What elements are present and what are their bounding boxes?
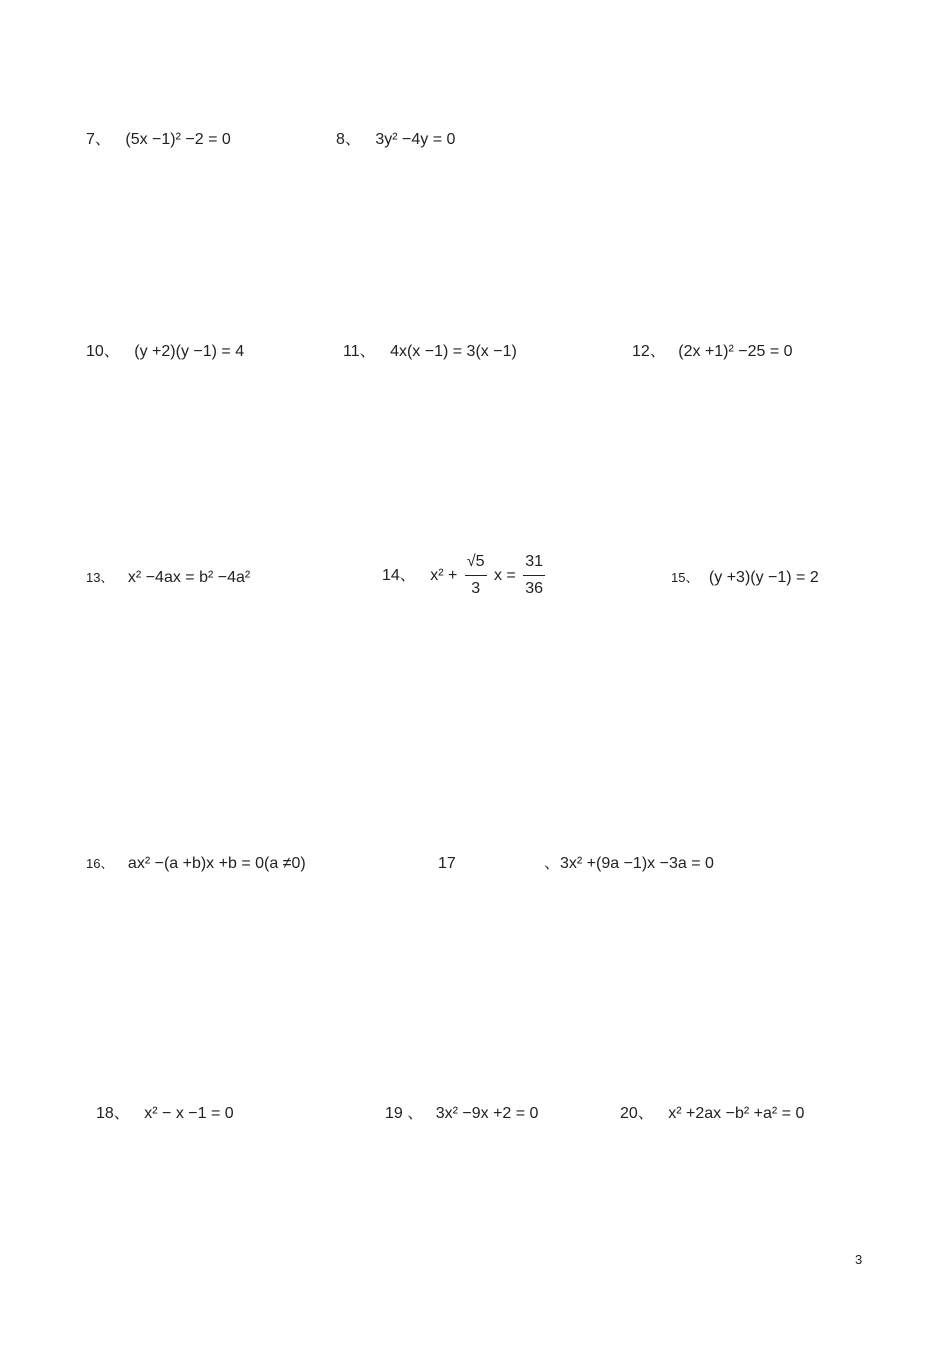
problem-number: 16、: [86, 856, 114, 871]
fraction-numerator: √5: [465, 552, 487, 576]
problem-17: [544, 854, 714, 874]
problem-number: 10、: [86, 343, 120, 360]
equation-part: x² +: [430, 566, 458, 584]
problem-10: [86, 342, 244, 362]
problem-number: 11、: [343, 343, 376, 360]
problem-12: [632, 342, 793, 362]
equation: x² − x −1 = 0: [144, 1105, 234, 1122]
equation: (y +2)(y −1) = 4: [134, 343, 245, 360]
equation: 3y² −4y = 0: [375, 131, 456, 148]
fraction-31-over-36: [523, 552, 545, 599]
problem-16: [86, 854, 306, 874]
equation: x² −4ax = b² −4a²: [127, 569, 251, 586]
problem-number: 15、: [671, 570, 699, 585]
problem-20: [620, 1104, 804, 1124]
equation: (5x −1)² −2 = 0: [125, 131, 231, 148]
equation: 、3x² +(9a −1)x −3a = 0: [544, 855, 714, 872]
problem-number: 20、: [620, 1105, 654, 1122]
problem-number: 17: [438, 855, 456, 872]
problem-11: [343, 342, 517, 362]
problem-15: [671, 568, 819, 588]
problem-number: 19 、: [385, 1105, 424, 1122]
equation: ax² −(a +b)x +b = 0(a ≠0): [127, 855, 306, 872]
problem-18: [96, 1104, 234, 1124]
problem-number: 13、: [86, 570, 114, 585]
fraction-numerator: 31: [523, 552, 545, 576]
problem-13: [86, 568, 250, 588]
problem-number: 8、: [336, 131, 361, 148]
problem-number: 7、: [86, 131, 111, 148]
equation: (2x +1)² −25 = 0: [678, 343, 793, 360]
problem-number: 14、: [382, 566, 416, 584]
page-number: 3: [855, 1252, 863, 1267]
equation: (y +3)(y −1) = 2: [708, 569, 819, 586]
fraction-denominator: 36: [525, 580, 544, 597]
equation: x² +2ax −b² +a² = 0: [668, 1105, 805, 1122]
problem-8: [336, 130, 455, 150]
fraction-sqrt5-over-3: [465, 552, 487, 599]
problem-number: 18、: [96, 1105, 130, 1122]
problem-17-number: [438, 854, 456, 874]
problem-19: [385, 1104, 538, 1124]
equation: 4x(x −1) = 3(x −1): [390, 343, 517, 360]
problem-7: [86, 130, 231, 150]
equation-part: x =: [493, 566, 516, 584]
fraction-denominator: 3: [471, 580, 481, 597]
equation: 3x² −9x +2 = 0: [435, 1105, 539, 1122]
problem-14: [382, 552, 548, 599]
problem-number: 12、: [632, 343, 666, 360]
